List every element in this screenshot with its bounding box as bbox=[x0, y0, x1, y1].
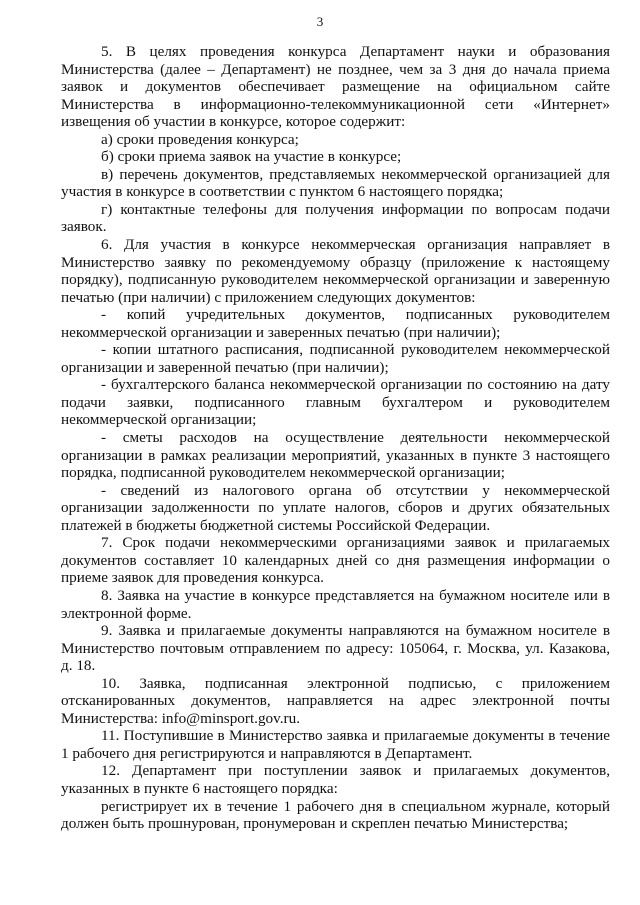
document-body bbox=[61, 43, 610, 833]
document-item-staffing: - копии штатного расписания, подписанной руководителем некоммерческой организации и заверенной печатью (при наличии); bbox=[61, 341, 610, 376]
list-item-a: а) сроки проведения конкурса; bbox=[101, 130, 299, 148]
list-item-v: в) перечень документов, представляемых некоммерческой организацией для участия в конкурсе в соответствии с пунктом 6 настоящего порядка; bbox=[61, 165, 610, 201]
document-item-charter: - копий учредительных документов, подписанных руководителем некоммерческой организации и заверенных печатью (при наличии); bbox=[61, 306, 610, 341]
paragraph-12: 12. Департамент при поступлении заявок и прилагаемых документов, указанных в пункте 6 настоящего порядка: bbox=[61, 762, 610, 797]
paragraph-5: 5. В целях проведения конкурса Департамент науки и образования Министерства (далее – Департамент) не позднее, чем за 3 дня до начала приема заявок и документов обеспечивает размещение на официальном сайте Министерства в информационно-телекоммуникационной сети «Интернет» извещения об участии в конкурсе, которое содержит: bbox=[61, 43, 610, 131]
paragraph-9: 9. Заявка и прилагаемые документы направляются на бумажном носителе в Министерство почтовым отправлением по адресу: 105064, г. Москва, ул. Казакова, д. 18. bbox=[61, 622, 610, 675]
document-item-tax: - сведений из налогового органа об отсутствии у некоммерческой организации задолженности по уплате налогов, сборов и других обязательных платежей в бюджеты бюджетной системы Российской Федерации. bbox=[61, 481, 610, 534]
document-item-balance: - бухгалтерского баланса некоммерческой организации по состоянию на дату подачи заявки, подписанного главным бухгалтером и руководителем некоммерческой организации; bbox=[61, 376, 610, 429]
paragraph-7: 7. Срок подачи некоммерческими организациями заявок и прилагаемых документов составляет 10 календарных дней со дня размещения информации о приеме заявок для проведения конкурса. bbox=[61, 534, 610, 587]
page-number: 3 bbox=[316, 14, 324, 29]
paragraph-6: 6. Для участия в конкурсе некоммерческая организация направляет в Министерство заявку по рекомендуемому образцу (приложение к настоящему порядку), подписанную руководителем некоммерческой организации и заверенную печатью (при наличии) с приложением следующих документов: bbox=[61, 236, 610, 306]
list-item-b: б) сроки приема заявок на участие в конкурсе; bbox=[101, 148, 402, 166]
paragraph-11: 11. Поступившие в Министерство заявка и прилагаемые документы в течение 1 рабочего дня регистрируются и направляются в Департамент. bbox=[61, 727, 610, 762]
paragraph-10: 10. Заявка, подписанная электронной подписью, с приложением отсканированных документов, направляется на адрес электронной почты Министерства: info@minsport.gov.ru. bbox=[61, 674, 610, 727]
document-item-budget: - сметы расходов на осуществление деятельности некоммерческой организации в рамках реализации мероприятий, указанных в пункте 3 настоящего порядка, подписанной руководителем некоммерческой организации; bbox=[61, 429, 610, 482]
paragraph-8: 8. Заявка на участие в конкурсе представляется на бумажном носителе или в электронной форме. bbox=[61, 586, 610, 622]
paragraph-12-registration: регистрирует их в течение 1 рабочего дня в специальном журнале, который должен быть прошнурован, пронумерован и скреплен печатью Министерства; bbox=[61, 797, 610, 833]
list-item-g: г) контактные телефоны для получения информации по вопросам подачи заявок. bbox=[61, 200, 610, 236]
